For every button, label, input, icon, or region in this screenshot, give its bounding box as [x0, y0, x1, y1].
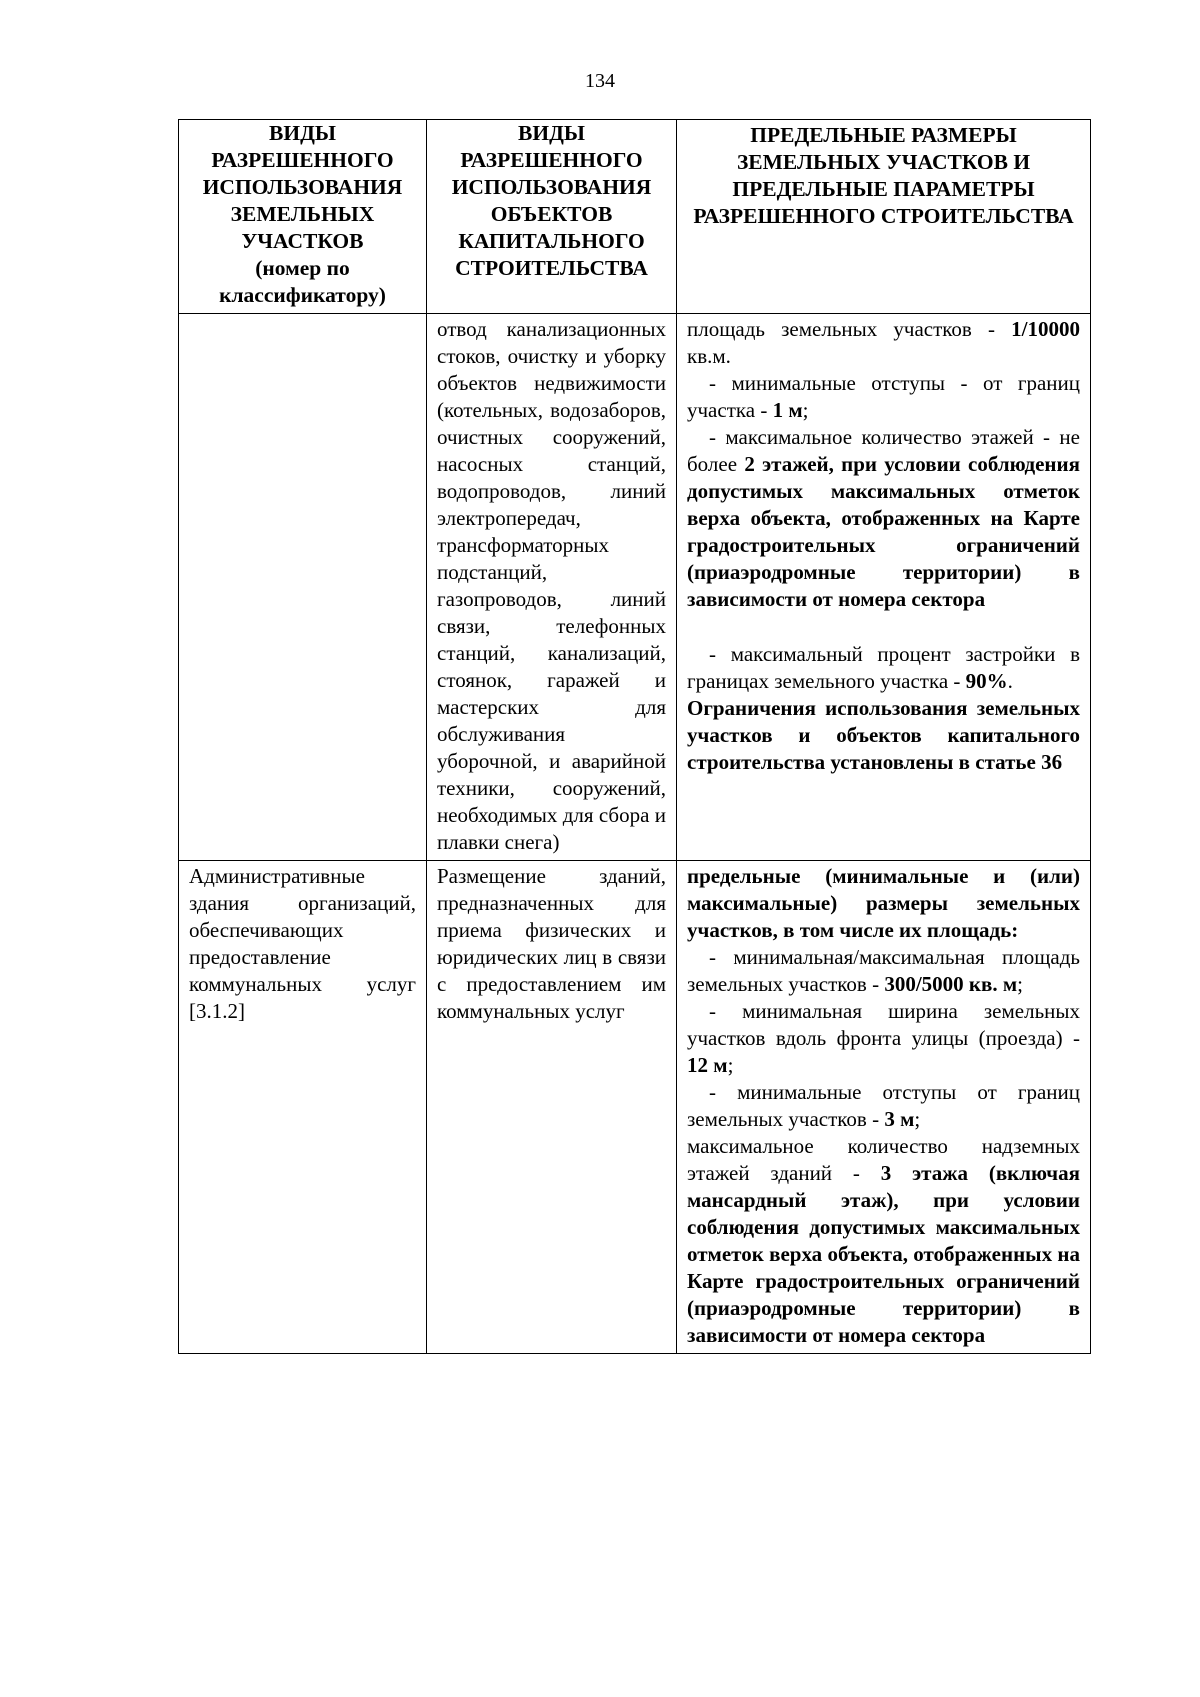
- row2-building-use-text: Размещение зданий, предназначенных для приема физических и юридических лиц в связи с предоставлением им коммунальных услуг: [437, 864, 666, 1023]
- row2-param-heading: предельные (минимальные и (или) максимальные) размеры земельных участков, в том числе их площадь:: [687, 864, 1080, 942]
- row1-param-restrictions: Ограничения использования земельных участков и объектов капитального строительства установлены в статье 36: [687, 696, 1080, 774]
- row1-param-setback: - минимальные отступы - от границ участка - 1 м;: [687, 371, 1080, 422]
- row1-parameters-cell: [677, 314, 1091, 861]
- header-limit-parameters: ПРЕДЕЛЬНЫЕ РАЗМЕРЫ ЗЕМЕЛЬНЫХ УЧАСТКОВ И ПРЕДЕЛЬНЫЕ ПАРАМЕТРЫ РАЗРЕШЕННОГО СТРОИТЕЛЬСТВА: [677, 120, 1091, 314]
- row1-building-use-cell: [427, 314, 677, 861]
- table-row: [179, 861, 1091, 1354]
- table-header-row: [179, 120, 1091, 314]
- header-land-use-types-sub: (номер по классификатору): [219, 256, 386, 307]
- row1-param-floors: - максимальное количество этажей - не более 2 этажей, при условии соблюдения допустимых максимальных отметок верха объекта, отображенных на Карте градостроительных ограничений (приаэродромные территории) в зависимости от номера сектора: [687, 425, 1080, 611]
- row2-param-area: - минимальная/максимальная площадь земельных участков - 300/5000 кв. м;: [687, 945, 1080, 996]
- row2-land-use-text: Административные здания организаций, обеспечивающих предоставление коммунальных услуг [3.1.2]: [189, 864, 416, 1023]
- spacer: [687, 613, 1080, 641]
- header-building-use-types: ВИДЫ РАЗРЕШЕННОГО ИСПОЛЬЗОВАНИЯ ОБЪЕКТОВ КАПИТАЛЬНОГО СТРОИТЕЛЬСТВА: [427, 120, 677, 314]
- header-land-use-types: [179, 120, 427, 314]
- row2-land-use-cell: [179, 861, 427, 1354]
- row1-building-use-text: отвод канализационных стоков, очистку и уборку объектов недвижимости (котельных, водозаборов, очистных сооружений, насосных станций, водопроводов, линий электропередач, трансформаторных подстанций, газопроводов, линий связи, телефонных станций, канализаций, стоянок, гаражей и мастерских для обслуживания уборочной, и аварийной техники, сооружений, необходимых для сбора и плавки снега): [437, 317, 666, 854]
- row1-param-coverage: - максимальный процент застройки в границах земельного участка - 90%.: [687, 642, 1080, 693]
- row2-param-floors: максимальное количество надземных этажей зданий - 3 этажа (включая мансардный этаж), при условии соблюдения допустимых максимальных отметок верха объекта, отображенных на Карте градостроительных ограничений (приаэродромные территории) в зависимости от номера сектора: [687, 1134, 1080, 1347]
- row2-param-width: - минимальная ширина земельных участков вдоль фронта улицы (проезда) - 12 м;: [687, 999, 1080, 1077]
- header-land-use-types-main: ВИДЫ РАЗРЕШЕННОГО ИСПОЛЬЗОВАНИЯ ЗЕМЕЛЬНЫХ УЧАСТКОВ: [202, 121, 403, 253]
- regulations-table: [178, 119, 1091, 1354]
- row2-building-use-cell: [427, 861, 677, 1354]
- page-number: 134: [585, 70, 615, 92]
- row1-land-use-cell: [179, 314, 427, 861]
- row2-parameters-cell: [677, 861, 1091, 1354]
- row2-param-setback: - минимальные отступы от границ земельных участков - 3 м;: [687, 1080, 1080, 1131]
- table-row: [179, 314, 1091, 861]
- row1-param-area: площадь земельных участков - 1/10000 кв.м.: [687, 317, 1080, 368]
